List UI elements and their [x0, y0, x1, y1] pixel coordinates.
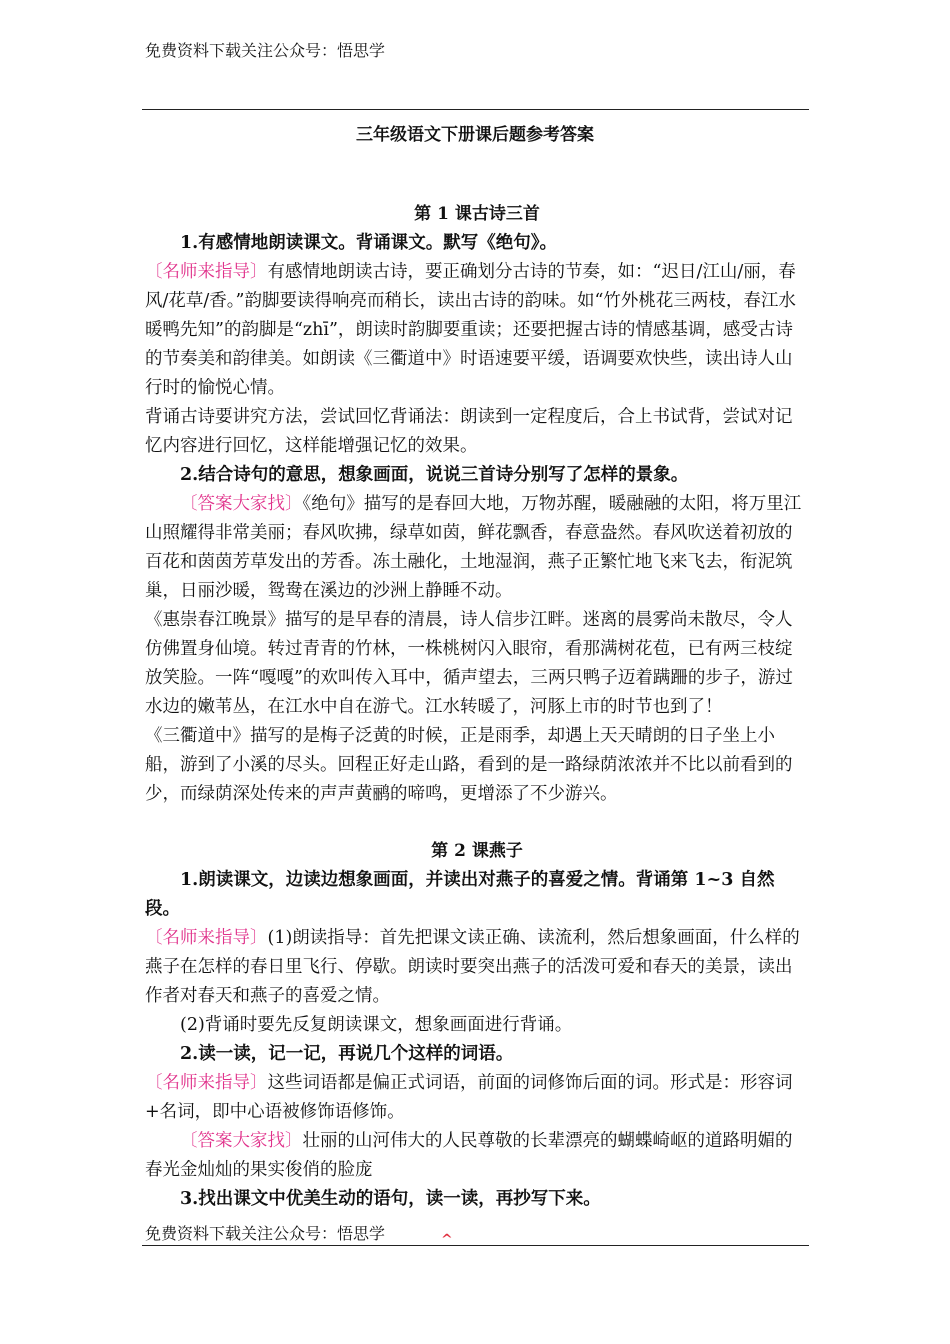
lesson2-question-2: 2.读一读，记一记，再说几个这样的词语。	[180, 1044, 514, 1064]
teacher-guide-tag: 〔名师来指导〕	[145, 928, 268, 948]
caret-mark: ^	[441, 1232, 453, 1248]
section-gap	[145, 809, 809, 837]
lesson1-heading: 第 1 课古诗三首	[414, 204, 540, 224]
header-rule	[142, 109, 809, 110]
document-title: 三年级语文下册课后题参考答案	[356, 125, 594, 145]
lesson1-question-1: 1.有感情地朗读课文。背诵课文。默写《绝句》。	[180, 233, 558, 253]
lesson2-answer-2: 〔答案大家找〕壮丽的山河伟大的人民尊敬的长辈漂亮的蝴蝶崎岖的道路明媚的春光金灿灿的果实俊俏的脸庞	[145, 1131, 793, 1180]
lesson1-answer-2-poem3: 《三衢道中》描写的是梅子泛黄的时候，正是雨季，却遇上天天晴朗的日子坐上小船，游到了小溪的尽头。回程正好走山路，看到的是一路绿荫浓浓并不比以前看到的少，而绿荫深处传来的声声黄鹂的啼鸣，更增添了不少游兴。	[145, 726, 793, 804]
lesson1-answer-1: 〔名师来指导〕有感情地朗读古诗，要正确划分古诗的节奏，如：“迟日/江山/丽，春风/花草/香。”韵脚要读得响亮而稍长，读出古诗的韵味。如“竹外桃花三两枝，春江水暖鸭先知”的韵脚是“zhī”，朗读时韵脚要重读；还要把握古诗的情感基调，感受古诗的节奏美和韵律美。如朗读《三衢道中》时语速要平缓，语调要欢快些，读出诗人山行时的愉悦心情。	[145, 262, 796, 398]
lesson1-answer-2-poem2: 《惠崇春江晚景》描写的是早春的清晨，诗人信步江畔。迷离的晨雾尚未散尽，令人仿佛置身仙境。转过青青的竹林，一株桃树闪入眼帘，看那满树花苞，已有两三枝绽放笑脸。一阵“嘎嘎”的欢叫传入耳中，循声望去，三两只鸭子迈着蹒跚的步子，游过水边的嫩苇丛，在江水中自在游弋。江水转暖了，河豚上市的时节也到了！	[145, 610, 793, 717]
teacher-guide-tag: 〔名师来指导〕	[145, 1073, 268, 1093]
lesson1-answer-2: 〔答案大家找〕《绝句》描写的是春回大地，万物苏醒，暖融融的太阳，将万里江山照耀得非常美丽；春风吹拂，绿草如茵，鲜花飘香，春意盎然。春风吹送着初放的百花和茵茵芳草发出的芳香。冻土融化，土地湿润，燕子正繁忙地飞来飞去，衔泥筑巢，日丽沙暖，鸳鸯在溪边的沙洲上静睡不动。	[145, 494, 802, 601]
lesson2-question-3: 3.找出课文中优美生动的语句，读一读，再抄写下来。	[180, 1189, 601, 1209]
page-header: 免费资料下载关注公众号：悟思学	[145, 41, 386, 60]
lesson2-answer-1-recite: (2)背诵时要先反复朗读课文，想象画面进行背诵。	[180, 1015, 573, 1035]
document-body	[145, 200, 809, 1214]
lesson1-question-2: 2.结合诗句的意思，想象画面，说说三首诗分别写了怎样的景象。	[180, 465, 689, 485]
lesson1-answer-1-recite: 背诵古诗要讲究方法，尝试回忆背诵法：朗读到一定程度后，合上书试背，尝试对记忆内容进行回忆，这样能增强记忆的效果。	[145, 407, 793, 456]
answer-tag: 〔答案大家找〕	[180, 494, 303, 514]
lesson2-question-1: 1.朗读课文，边读边想象画面，并读出对燕子的喜爱之情。背诵第 1~3 自然段。	[145, 870, 775, 919]
teacher-guide-tag: 〔名师来指导〕	[145, 262, 268, 282]
lesson2-heading: 第 2 课燕子	[431, 841, 523, 861]
footer-rule	[142, 1245, 809, 1246]
lesson2-answer-1: 〔名师来指导〕(1)朗读指导：首先把课文读正确、读流利，然后想象画面，什么样的燕子在怎样的春日里飞行、停歇。朗读时要突出燕子的活泼可爱和春天的美景，读出作者对春天和燕子的喜爱之情。	[145, 928, 800, 1006]
answer-tag: 〔答案大家找〕	[180, 1131, 303, 1151]
lesson2-answer-2-guide: 〔名师来指导〕这些词语都是偏正式词语，前面的词修饰后面的词。形式是：形容词+名词，即中心语被修饰语修饰。	[145, 1073, 793, 1122]
page-footer: 免费资料下载关注公众号：悟思学	[145, 1224, 386, 1243]
